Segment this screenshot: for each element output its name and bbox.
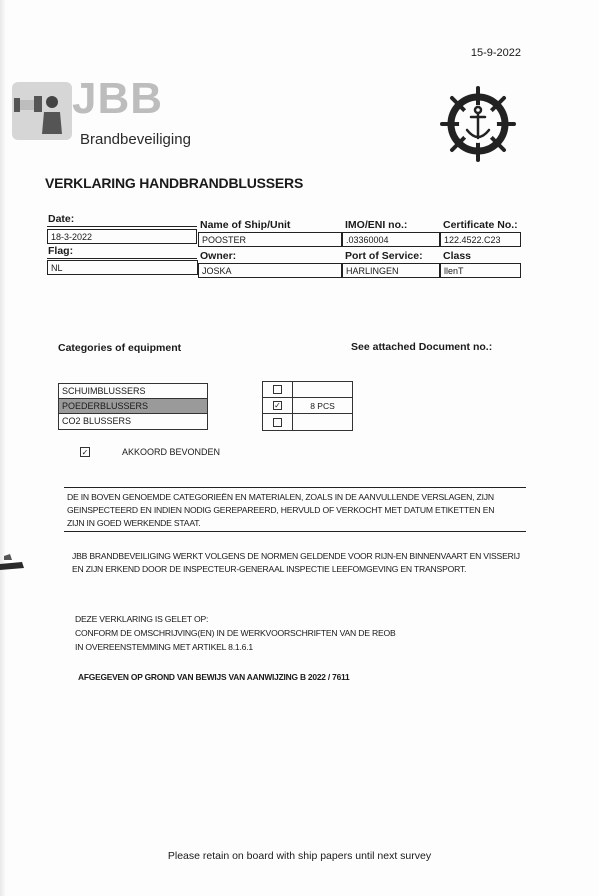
attached-document-label: See attached Document no.: [351,341,493,353]
statement-line: DEZE VERKLARING IS GELET OP: [75,614,209,624]
document-title: VERKLARING HANDBRANDBLUSSERS [45,175,304,191]
flag-label: Flag: [48,245,74,257]
statement-line: DE IN BOVEN GENOEMDE CATEGORIEËN EN MATERIALEN, ZOALS IN DE AANVULLENDE VERSLAGEN, ZIJN [67,492,494,502]
statement-line: EN ZIJN ERKEND DOOR DE INSPECTEUR-GENERAAL INSPECTIE LEEFOMGEVING EN TRANSPORT. [72,564,467,574]
category-poederblussers: POEDERBLUSSERS [59,399,207,414]
scan-artifact-icon [0,548,30,578]
category-schuimblussers: SCHUIMBLUSSERS [59,384,207,399]
poederblussers-quantity: 8 PCS [310,400,335,411]
port-field: HARLINGEN [342,263,440,278]
logo-text: JBB [72,74,164,123]
class-label: Class [443,250,472,262]
statement-standards [72,550,520,576]
co2-blussers-checkbox[interactable] [273,418,282,427]
port-label: Port of Service: [345,250,423,262]
flag-underline [47,258,197,259]
statement-inspection [67,491,494,530]
divider-middle [64,531,526,532]
issued-statement: AFGEGEVEN OP GROND VAN BEWIJS VAN AANWIJZING B 2022 / 7611 [78,672,350,682]
certificate-field: 122.4522.C23 [440,232,521,247]
date-underline [47,226,197,227]
print-date: 15-9-2022 [470,47,521,59]
ship-name-field: POOSTER [198,232,342,247]
divider-top [64,487,526,488]
certificate-label: Certificate No.: [443,219,518,231]
statement-line: IN OVEREENSTEMMING MET ARTIKEL 8.1.6.1 [75,642,254,652]
scan-edge-shadow [0,0,6,896]
logo-subtitle: Brandbeveiliging [80,131,191,148]
approved-checkbox[interactable]: ✓ [81,448,89,457]
checklist-row [263,398,352,414]
date-field: 18-3-2022 [47,229,197,244]
ship-wheel-anchor-icon [440,86,516,162]
checklist-row [263,382,352,398]
owner-field: JOSKA [198,263,342,278]
ship-name-label: Name of Ship/Unit [200,219,291,231]
statement-regulations [75,612,396,654]
poederblussers-checkbox[interactable]: ✓ [274,401,281,410]
date-label: Date: [48,213,75,225]
class-field: llenT [440,263,521,278]
flag-field: NL [47,260,198,275]
categories-label: Categories of equipment [58,342,182,354]
category-co2-blussers: CO2 BLUSSERS [62,416,132,426]
schuimblussers-quantity [293,382,352,397]
checklist-row [263,414,352,430]
footer-note: Please retain on board with ship papers until next survey [167,850,432,862]
imo-field: .03360004 [342,232,440,247]
statement-line: CONFORM DE OMSCHRIJVING(EN) IN DE WERKVOORSCHRIFTEN VAN DE REOB [75,628,396,638]
owner-label: Owner: [200,250,237,262]
imo-label: IMO/ENI no.: [345,219,408,231]
statement-line: ZIJN IN GOED WERKENDE STAAT. [67,518,201,528]
schuimblussers-checkbox[interactable] [273,385,282,394]
statement-line: GEINSPECTEERD EN INDIEN NODIG GEREPAREERD, HERVULD OF VERKOCHT MET DATUM ETIKETTEN EN [67,505,495,515]
approved-label: AKKOORD BEVONDEN [122,447,221,457]
checklist-table [262,381,353,431]
co2-blussers-quantity [293,414,352,430]
statement-line: JBB BRANDBEVEILIGING WERKT VOLGENS DE NORMEN GELDENDE VOOR RIJN-EN BINNENVAART EN VISSERIJ [72,551,520,561]
categories-table [58,383,208,430]
